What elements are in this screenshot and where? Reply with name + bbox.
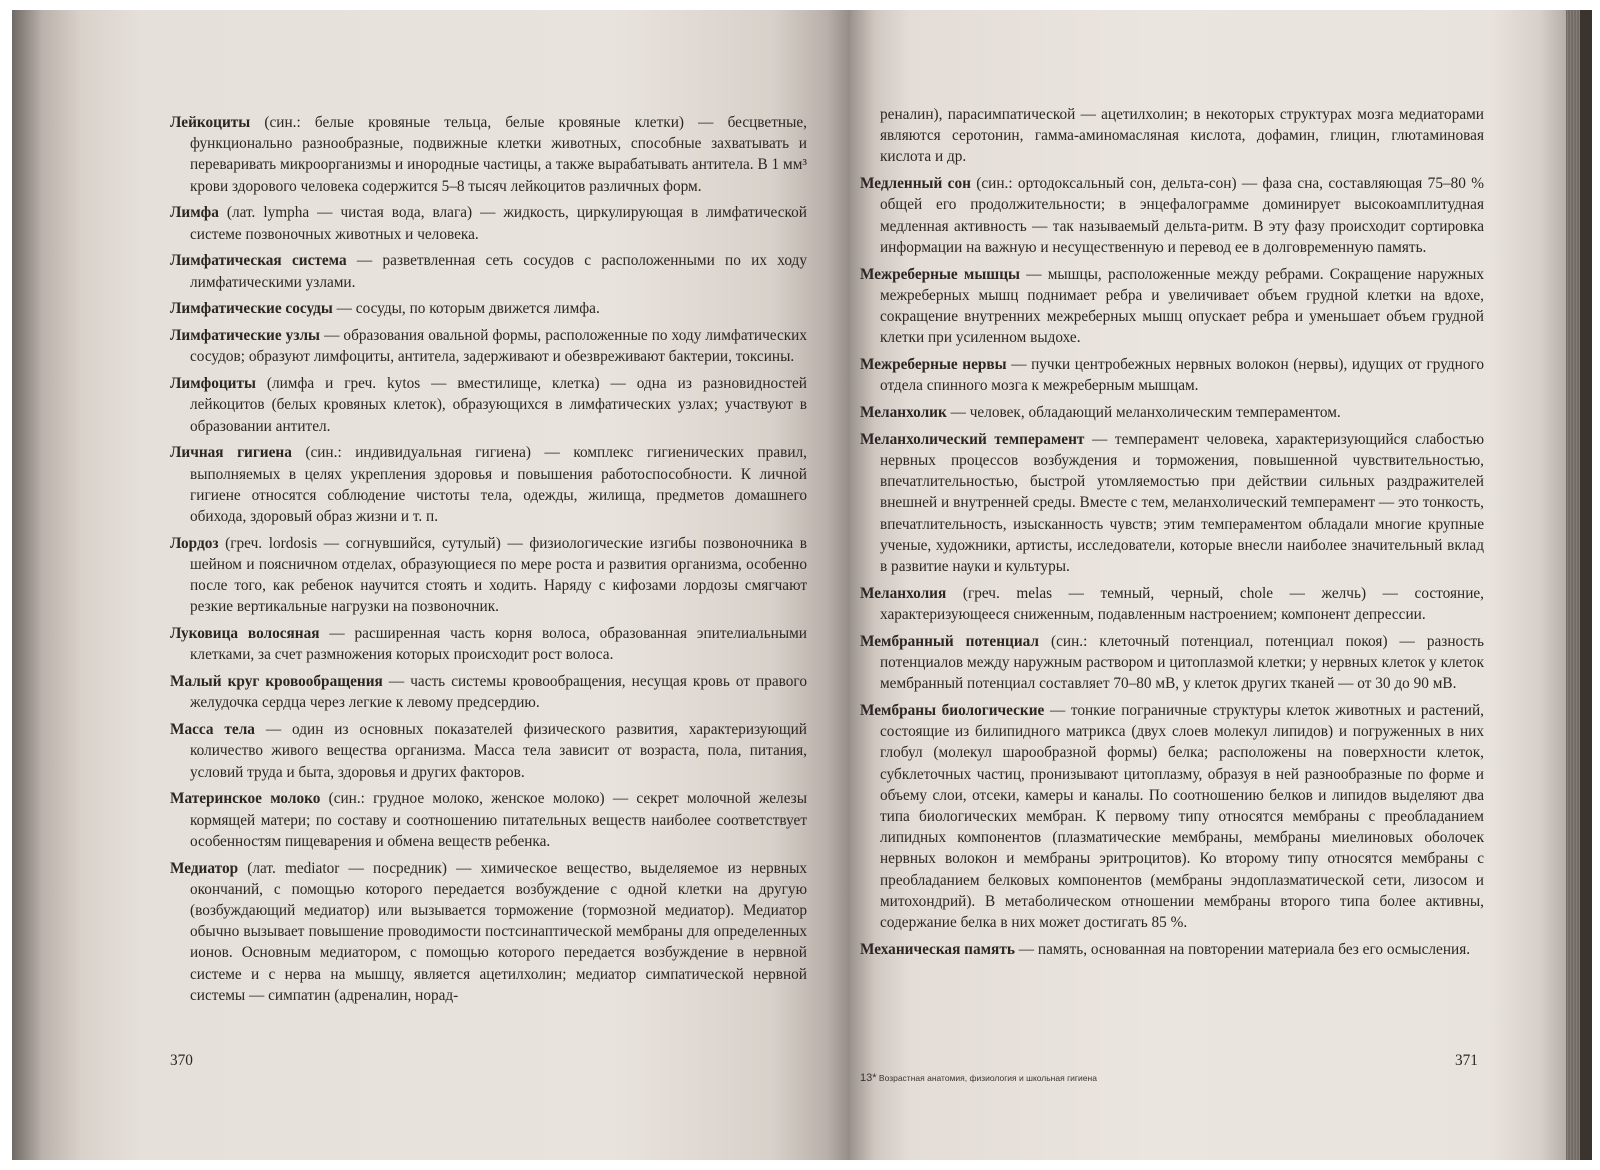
- printer-signature-footer: [860, 1072, 1097, 1084]
- entry-term: Лейкоциты: [170, 114, 251, 131]
- left-page: [12, 10, 850, 1160]
- entry-term: Медленный сон: [860, 175, 971, 193]
- glossary-entry: [860, 354, 1484, 396]
- entry-term: Лимфоциты: [170, 375, 256, 393]
- glossary-entry: [170, 298, 807, 319]
- entry-definition: (син.: клеточный потенциал, потенциал покоя) — разность потенциалов между наружным раствором и цитоплазмой клетки; у нервных клеток у клеток мембранный потенциал составляет 70–80 мВ, у клеток других тканей — от 30 до 90 мВ.: [880, 632, 1484, 693]
- glossary-entry: [170, 671, 807, 713]
- entry-definition: — часть системы кровообращения, несущая кровь от правого желудочка сердца через легкие к левому предсердию.: [190, 673, 807, 712]
- page-block-edge: [1566, 10, 1580, 1160]
- entry-term: Медиатор: [170, 859, 239, 877]
- entry-term: Материнское молоко: [170, 790, 321, 808]
- glossary-entry: [170, 202, 807, 244]
- glossary-entry: [170, 112, 807, 197]
- entry-definition: (син.: ортодоксальный сон, дельта-сон) — фаза сна, составляющая 75–80 % общей его продолжительности; в энцефалограмме доминирует высокоамплитудная медленная активность — так называемый дельта-ритм. В эту фазу происходит сортировка информации на важную и несущественную и перевод ее в долговременную память.: [880, 175, 1484, 256]
- glossary-entry: [860, 429, 1484, 577]
- glossary-entry: [170, 250, 807, 292]
- entry-definition: (син.: белые кровяные тельца, белые кровяные клетки) — бесцветные, функционально разнообразные, подвижные клетки животных, способные захватывать и переваривать микроорганизмы и инородные частицы, а также вырабатывать антитела. В 1 мм³ крови здорового человека содержится 5–8 тысяч лейкоцитов различных форм.: [190, 114, 807, 195]
- glossary-entry: [860, 402, 1484, 423]
- entry-definition: (лат. mediator — посредник) — химическое вещество, выделяемое из нервных окончаний, с помощью которого передается возбуждение с одной клетки на другую (возбуждающий медиатор) или вызывается торможение (тормозной медиатор). Медиатор обычно вызывает повышение проводимости постсинаптической мембраны для определенных ионов. Основным медиатором, с помощью которого передается возбуждение в нервной системе и с нерва на мышцу, является ацетилхолин; медиатор симпатической нервной системы — симпатин (адреналин, норад-: [190, 859, 807, 1004]
- entry-term: Личная гигиена: [170, 444, 292, 462]
- glossary-entry: [170, 719, 807, 783]
- right-page-text: [860, 104, 1484, 966]
- entry-term: Лимфатическая система: [170, 252, 347, 270]
- glossary-entry: [170, 858, 807, 1006]
- entry-definition: (греч. melas — темный, черный, chole — желчь) — состояние, характеризующееся сниженным, подавленным настроением; компонент депрессии.: [880, 584, 1484, 624]
- entry-definition: — один из основных показателей физического развития, характеризующий количество живого вещества организма. Масса тела зависит от возраста, пола, питания, условий труда и быта, здоровья и других факторов.: [190, 721, 807, 781]
- page-number-left: 370: [170, 1052, 193, 1069]
- entry-term: Луковица волосяная: [170, 625, 320, 643]
- entry-definition: — образования овальной формы, расположенные по ходу лимфатических сосудов; образуют лимфоциты, антитела, задерживают и обезвреживают бактерии, токсины.: [190, 327, 807, 366]
- entry-definition: — темперамент человека, характеризующийся слабостью нервных процессов возбуждения и торможения, повышенной чувствительностью, впечатлительностью, быстрой утомляемостью при действии сильных раздражителей внешней и внутренней среды. Вместе с тем, меланхолический темперамент — это тонкость, впечатлительность, изысканность чувств; этим темпераментом обладали многие крупные ученые, художники, артисты, исследователи, которые внесли наиболее значительный вклад в развитие науки и культуры.: [880, 430, 1484, 576]
- entry-term: Лимфатические сосуды: [170, 300, 333, 318]
- entry-continuation: реналин), парасимпатической — ацетилхолин; в некоторых структурах мозга медиаторами являются серотонин, гамма-аминомасляная кислота, дофамин, глицин, глютаминовая кислота и др.: [880, 106, 1484, 166]
- glossary-entry: [170, 325, 807, 367]
- entry-definition: (син.: индивидуальная гигиена) — комплекс гигиенических правил, выполняемых в целях укрепления здоровья и повышения работоспособности. К личной гигиене относятся соблюдение чистоты тела, одежды, жилища, предметов домашнего обихода, здоровый образ жизни и т. п.: [190, 444, 807, 526]
- entry-term: Малый круг кровообращения: [170, 673, 383, 691]
- entry-definition: — расширенная часть корня волоса, образованная эпителиальными клетками, за счет размножения которых происходит рост волоса.: [190, 625, 807, 664]
- entry-definition: — мышцы, расположенные между ребрами. Сокращение наружных межреберных мышц поднимает ребра и увеличивает объем грудной клетки на вдохе, сокращение внутренних межреберных мышц опускает ребра и уменьшает объем грудной клетки при усиленном выдохе.: [880, 265, 1484, 347]
- entry-term: Лордоз: [170, 534, 219, 552]
- entry-term: Лимфатические узлы: [170, 327, 320, 345]
- open-book-spread: [12, 10, 1592, 1160]
- entry-definition: (лимфа и греч. kytos — вместилище, клетка) — одна из разновидностей лейкоцитов (белых кровяных клеток), образующихся в лимфатических узлах; участвуют в образовании антител.: [190, 375, 807, 435]
- right-page: [850, 10, 1580, 1160]
- entry-term: Мембранный потенциал: [860, 632, 1040, 650]
- glossary-entry: [170, 788, 807, 852]
- glossary-entry: [170, 623, 807, 665]
- entry-definition: — сосуды, по которым движется лимфа.: [332, 300, 600, 318]
- entry-definition: (син.: грудное молоко, женское молоко) — секрет молочной железы кормящей матери; по составу и соотношению питательных веществ наиболее соответствует особенностям пищеварения и обмена веществ ребенка.: [190, 790, 807, 850]
- signature-mark: 13*: [860, 1072, 877, 1084]
- glossary-entry: [860, 939, 1484, 960]
- entry-term: Масса тела: [170, 721, 255, 739]
- entry-definition: — память, основанная на повторении материала без его осмысления.: [1014, 940, 1471, 958]
- entry-definition: — разветвленная сеть сосудов с расположенными по их ходу лимфатическими узлами.: [190, 252, 807, 291]
- entry-definition: — пучки центробежных нервных волокон (нервы), идущих от грудного отдела спинного мозга к межреберным мышцам.: [880, 356, 1485, 395]
- glossary-entry: [860, 583, 1484, 625]
- glossary-entry: [860, 631, 1484, 695]
- entry-term: Лимфа: [170, 204, 219, 222]
- glossary-entry: [860, 700, 1484, 933]
- left-page-text: [170, 112, 807, 1012]
- entry-definition: — человек, обладающий меланхолическим темпераментом.: [946, 404, 1341, 422]
- glossary-entry: [170, 373, 807, 437]
- entry-definition: (лат. lympha — чистая вода, влага) — жидкость, циркулирующая в лимфатической системе позвоночных животных и человека.: [190, 204, 807, 243]
- entry-term: Механическая память: [860, 940, 1015, 958]
- glossary-entry: [170, 533, 807, 618]
- entry-term: Межреберные нервы: [860, 356, 1007, 374]
- entry-term: Меланхолик: [860, 404, 947, 422]
- entry-term: Мембраны биологические: [860, 702, 1045, 720]
- signature-title: Возрастная анатомия, физиология и школьная гигиена: [878, 1073, 1097, 1083]
- glossary-entry: [170, 442, 807, 527]
- entry-definition: (греч. lordosis — согнувшийся, сутулый) — физиологические изгибы позвоночника в шейном и поясничном отделах, образующиеся по мере роста и развития организма, особенно после того, как ребенок научится стоять и ходить. Наряду с кифозами лордозы смягчают резкие вертикальные нагрузки на позвоночник.: [190, 534, 807, 616]
- entry-definition: — тонкие пограничные структуры клеток животных и растений, состоящие из билипидного матрикса (двух слоев молекул липидов) и погруженных в них глобул (молекул шарообразной формы) белка; расположены на поверхности клеток, субклеточных частиц, пронизывают цитоплазму, образуя в ней разнообразные по форме и объему слои, отсеки, камеры и каналы. По соотношению белков и липидов выделяют два типа биологических мембран. К первому типу относятся мембраны с преобладанием липидных компонентов (плазматические мембраны, мембраны миелиновых оболочек нервных волокон и мембраны эритроцитов). Ко второму типу относятся мембраны с преобладанием белковых компонентов (мембраны эндоплазматической сети, лизосом и митохондрий). В метаболическом отношении мембраны второго типа более активны, содержание белка в них может достигать 85 %.: [880, 702, 1484, 932]
- glossary-entry: [860, 264, 1484, 349]
- page-number-right: 371: [1455, 1052, 1478, 1069]
- glossary-entry: [860, 173, 1484, 258]
- entry-term: Меланхолия: [860, 584, 947, 602]
- entry-term: Меланхолический темперамент: [860, 430, 1085, 448]
- entry-term: Межреберные мышцы: [860, 265, 1020, 283]
